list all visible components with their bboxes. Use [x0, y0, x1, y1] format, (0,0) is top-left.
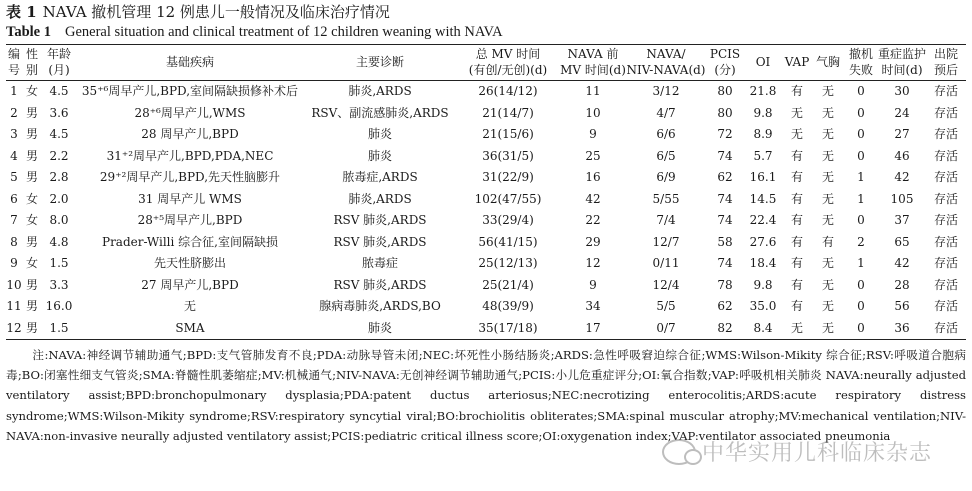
table-cell: 36(31/5)	[482, 148, 534, 163]
table-cell: 42	[894, 256, 910, 270]
table-cell: 10	[585, 105, 601, 120]
table-cell: 16	[585, 170, 601, 184]
table-cell: 存活	[933, 277, 958, 292]
table-cell: 34	[585, 299, 601, 313]
table-cell: 存活	[933, 256, 958, 270]
table-cell: 7/4	[656, 213, 676, 227]
table-cell: 21(15/6)	[482, 127, 534, 141]
wechat-icon	[662, 439, 696, 465]
table-row	[6, 124, 966, 146]
table-cell: 3.3	[49, 277, 69, 292]
table-cell: 8.0	[49, 213, 69, 227]
column-header-line: (月)	[48, 63, 70, 77]
table-cell: 78	[717, 277, 733, 292]
table-cell: 9	[589, 277, 597, 292]
table-cell: 存活	[933, 84, 958, 98]
table-cell: 31 周早产儿 WMS	[138, 191, 242, 206]
table-cell: 先天性脐膨出	[153, 256, 226, 270]
table-cell: 48(39/9)	[482, 299, 534, 313]
table-cell: 男	[25, 299, 38, 313]
table-cell: 2.0	[49, 191, 69, 206]
table-cell: 有	[790, 170, 803, 184]
table-cell: 男	[25, 170, 38, 184]
table-cell: 58	[717, 234, 733, 249]
table-cell: 27.6	[749, 234, 777, 249]
table-cell: 9	[10, 256, 18, 270]
column-header-line: 号	[7, 63, 20, 77]
table-cell: 有	[790, 148, 803, 163]
table-cell: 女	[25, 191, 38, 206]
column-header-line: NIV-NAVA(d)	[626, 63, 706, 77]
table-cell: 25(21/4)	[482, 277, 534, 292]
table-cell: 28⁺⁵周早产儿,BPD	[137, 213, 243, 227]
table-cell: SMA	[76, 318, 304, 340]
column-header	[626, 45, 706, 81]
table-cell: 5.7	[753, 148, 773, 163]
table-cell: 30	[894, 84, 910, 98]
table-cell: 脓毒症,ARDS	[342, 170, 418, 184]
table-cell: 0	[857, 213, 865, 227]
column-header-line: NAVA 前	[567, 47, 619, 61]
table-cell: 65	[894, 234, 910, 249]
table-cell: 4.5	[49, 84, 69, 98]
table-cell: RSV 肺炎,ARDS	[333, 213, 427, 227]
table-cell: 31(22/9)	[482, 170, 534, 184]
table-cell: 6	[10, 191, 18, 206]
column-header-line: (有创/无创)(d)	[468, 63, 548, 77]
table-cell: 102(47/55)	[474, 191, 542, 206]
table-cell: 存活	[933, 170, 958, 184]
column-header-line: 别	[25, 63, 38, 77]
table-cell: 无	[812, 318, 844, 340]
clinical-table	[6, 44, 966, 340]
table-row	[6, 189, 966, 211]
column-header	[782, 45, 812, 81]
table-cell: 有	[790, 213, 803, 227]
table-cell: 16.1	[749, 170, 777, 184]
table-cell: 12	[585, 256, 601, 270]
table-cell: 1	[857, 256, 865, 270]
table-cell: 4/7	[656, 105, 676, 120]
table-cell: 25	[585, 148, 601, 163]
column-header-line: OI	[755, 55, 771, 69]
table-footnote	[6, 345, 966, 446]
column-header	[560, 45, 626, 81]
table-cell: 0	[857, 299, 865, 313]
table-cell: 4.8	[49, 234, 69, 249]
table-cell: 1	[857, 191, 865, 206]
table-cell: 脓毒症	[361, 256, 398, 270]
table-cell: 25(12/13)	[478, 256, 538, 270]
table-cell: 9.8	[753, 277, 773, 292]
table-cell: 0	[857, 277, 865, 292]
table-cell: 16.0	[45, 299, 73, 313]
table-cell: 22	[585, 213, 601, 227]
table-cell: 无	[821, 170, 834, 184]
table-cell: 82	[706, 318, 744, 340]
table-row	[6, 103, 966, 125]
table-cell: 37	[894, 213, 910, 227]
table-title-cn	[6, 2, 966, 22]
column-header-line: 重症监护	[878, 47, 927, 61]
table-cell: 肺炎	[367, 148, 392, 163]
table-cell: 9	[589, 127, 597, 141]
column-header-line: 年龄	[46, 47, 71, 61]
table-cell: 4.5	[49, 127, 69, 141]
column-header	[844, 45, 878, 81]
table-cell: 肺炎,ARDS	[348, 191, 412, 206]
table-cell: 1.5	[42, 318, 76, 340]
column-header-line: 总 MV 时间	[475, 47, 541, 61]
table-cell: 肺炎	[304, 318, 456, 340]
table-title-cn-text: NAVA 撤机管理 12 例患儿一般情况及临床治疗情况	[42, 3, 390, 21]
table-cell: 24	[894, 105, 910, 120]
column-header	[744, 45, 782, 81]
table-cell: 80	[717, 84, 733, 98]
table-cell: 5	[10, 170, 18, 184]
column-header-line: VAP	[784, 55, 810, 69]
table-cell: 0	[857, 105, 865, 120]
table-cell: 8.4	[744, 318, 782, 340]
table-cell: 存活	[933, 213, 958, 227]
table-cell: 无	[821, 191, 834, 206]
table-cell: 12	[6, 318, 22, 340]
table-cell: 21(14/7)	[482, 105, 534, 120]
table-cell: 36	[878, 318, 926, 340]
column-header-line: 失败	[848, 63, 873, 77]
table-cell: 3.6	[49, 105, 69, 120]
table-cell: 35(17/18)	[456, 318, 560, 340]
table-cell: 18.4	[749, 256, 777, 270]
watermark-text: 中华实用儿科临床杂志	[701, 441, 932, 466]
table-cell: 29	[585, 234, 601, 249]
table-row	[6, 167, 966, 189]
table-cell: 无	[821, 148, 834, 163]
table-cell: 17	[560, 318, 626, 340]
table-cell: 无	[821, 299, 834, 313]
table-cell: 存活	[933, 299, 958, 313]
table-cell: 存活	[933, 127, 958, 141]
column-header	[878, 45, 926, 81]
table-cell: 3	[10, 127, 18, 141]
table-cell: 存活	[933, 148, 958, 163]
table-cell: 存活	[933, 105, 958, 120]
table-cell: 男	[25, 277, 38, 292]
footnote-text: 注:NAVA:神经调节辅助通气;BPD:支气管肺发育不良;PDA:动脉导管未闭;NEC:坏死性小肠结肠炎;ARDS:急性呼吸窘迫综合征;WMS:Wilson-Mikity 综合征;RSV:呼吸道合胞病毒;BO:闭塞性细支气管炎;SMA:脊髓性肌萎缩症;MV:机械通气;NIV-NAVA:无创神经调节辅助通气;PCIS:小儿危重症评分;OI:氧合指数;VAP:呼吸机相关肺炎 NAVA:neurally adjusted ventilatory assist;BPD:bronchopulmonary dysplasia;PDA:patent ductus arteriosus;NEC:necrotizing enterocolitis;ARDS:acute respiratory distress syndrome;WMS:Wilson-Mikity syndrome;RSV:respiratory syncytial viral;BO:brochiolitis obliterates;SMA:spinal muscular atrophy;MV:mechanical ventilation;NIV-NAVA:non-invasive neurally adjusted ventilatory assist;PCIS:pediatric critical illness score;OI:oxygenation index;VAP:ventilator associated pneumonia	[6, 348, 966, 443]
column-header	[22, 45, 42, 81]
table-cell: 12/7	[652, 234, 680, 249]
table-cell: 56(41/15)	[478, 234, 538, 249]
table-cell: 42	[585, 191, 601, 206]
table-cell: 62	[717, 299, 733, 313]
table-cell: 11	[6, 299, 22, 313]
table-cell: 0/7	[626, 318, 706, 340]
table-cell: 6/9	[656, 170, 676, 184]
column-header-line: 时间(d)	[881, 63, 923, 77]
table-body	[6, 81, 966, 340]
table-cell: 0	[857, 148, 865, 163]
table-cell: 1	[857, 170, 865, 184]
table-cell: 无	[821, 256, 834, 270]
table-cell: RSV、副流感肺炎,ARDS	[311, 105, 449, 120]
table-cell: 7	[10, 213, 18, 227]
table-row	[6, 318, 966, 340]
table-cell: 无	[790, 105, 803, 120]
table-cell: 12/4	[652, 277, 680, 292]
table-cell: 肺炎,ARDS	[348, 84, 412, 98]
table-cell: 有	[790, 299, 803, 313]
table-cell: 8.9	[753, 127, 773, 141]
table-cell: 男	[25, 148, 38, 163]
table-label-cn: 表 1	[6, 3, 37, 21]
table-cell: 4	[10, 148, 18, 163]
table-cell: 80	[717, 105, 733, 120]
table-cell: 无	[821, 127, 834, 141]
table-cell: 0	[857, 84, 865, 98]
table-cell: 无	[183, 299, 196, 313]
table-cell: 56	[894, 299, 910, 313]
table-cell: 6/5	[656, 148, 676, 163]
table-cell: 35.0	[749, 299, 777, 313]
table-cell: 存活	[926, 318, 966, 340]
column-header-line: 主要诊断	[355, 55, 404, 69]
table-cell: 46	[894, 148, 910, 163]
table-row	[6, 81, 966, 103]
table-row	[6, 210, 966, 232]
table-cell: 42	[894, 170, 910, 184]
column-header-line: 出院	[933, 47, 958, 61]
table-cell: 74	[717, 256, 733, 270]
table-cell: 2	[10, 105, 18, 120]
table-cell: 105	[890, 191, 914, 206]
table-header	[6, 45, 966, 81]
table-cell: 2	[857, 234, 865, 249]
table-cell: 26(14/12)	[478, 84, 538, 98]
table-cell: 27	[894, 127, 910, 141]
table-cell: 2.2	[49, 148, 69, 163]
table-cell: 22.4	[749, 213, 777, 227]
table-cell: 男	[25, 105, 38, 120]
table-cell: RSV 肺炎,ARDS	[333, 234, 427, 249]
table-cell: 74	[717, 148, 733, 163]
column-header-line: (分)	[714, 63, 736, 77]
table-cell: 腺病毒肺炎,ARDS,BO	[319, 299, 441, 313]
column-header-line: 性	[25, 47, 38, 61]
table-row	[6, 253, 966, 275]
column-header	[6, 45, 22, 81]
table-cell: RSV 肺炎,ARDS	[333, 277, 427, 292]
table-cell: 11	[585, 84, 601, 98]
column-header-line: 预后	[933, 63, 958, 77]
table-row	[6, 296, 966, 318]
table-cell: 10	[6, 277, 22, 292]
table-row	[6, 275, 966, 297]
column-header-line: 编	[7, 47, 20, 61]
column-header	[456, 45, 560, 81]
table-cell: 存活	[933, 234, 958, 249]
table-cell: 29⁺²周早产儿,BPD,先天性脑膨升	[99, 170, 281, 184]
table-cell: 女	[25, 84, 38, 98]
table-cell: 女	[25, 213, 38, 227]
table-cell: 2.8	[49, 170, 69, 184]
table-cell: 无	[821, 84, 834, 98]
table-cell: 无	[821, 277, 834, 292]
table-row	[6, 232, 966, 254]
table-cell: 72	[717, 127, 733, 141]
table-cell: 6/6	[656, 127, 676, 141]
table-cell: 28⁺⁶周早产儿,WMS	[134, 105, 246, 120]
table-cell: 28	[894, 277, 910, 292]
column-header-line: MV 时间(d)	[560, 63, 626, 77]
column-header-line: 基础疾病	[165, 55, 214, 69]
column-header-line: PCIS	[709, 47, 741, 61]
table-row	[6, 146, 966, 168]
table-cell: 8	[10, 234, 18, 249]
table-cell: 62	[717, 170, 733, 184]
column-header	[926, 45, 966, 81]
table-cell: 21.8	[749, 84, 777, 98]
table-cell: 27 周早产儿,BPD	[141, 277, 239, 292]
table-cell: 31⁺²周早产儿,BPD,PDA,NEC	[106, 148, 274, 163]
table-cell: 肺炎	[367, 127, 392, 141]
table-cell: 35⁺⁶周早产儿,BPD,室间隔缺损修补术后	[81, 84, 299, 98]
table-cell: 1	[10, 84, 18, 98]
table-cell: 33(29/4)	[482, 213, 534, 227]
column-header-line: NAVA/	[646, 47, 686, 61]
table-cell: 无	[790, 127, 803, 141]
table-cell: 5/5	[656, 299, 676, 313]
table-cell: 男	[25, 127, 38, 141]
table-cell: 有	[790, 234, 803, 249]
column-header	[42, 45, 76, 81]
table-cell: 9.8	[753, 105, 773, 120]
table-cell: 74	[717, 191, 733, 206]
table-cell: 28 周早产儿,BPD	[141, 127, 239, 141]
table-cell: 74	[717, 213, 733, 227]
table-title-en	[6, 22, 966, 42]
table-cell: 有	[821, 234, 834, 249]
table-cell: 无	[821, 105, 834, 120]
table-cell: 无	[821, 213, 834, 227]
table-cell: 1.5	[49, 256, 69, 270]
column-header-line: 撤机	[848, 47, 873, 61]
table-cell: 男	[22, 318, 42, 340]
table-cell: 14.5	[749, 191, 777, 206]
column-header	[706, 45, 744, 81]
column-header	[76, 45, 304, 81]
table-cell: 有	[790, 256, 803, 270]
table-cell: 女	[25, 256, 38, 270]
table-cell: 3/12	[652, 84, 680, 98]
table-cell: 5/55	[652, 191, 680, 206]
column-header	[304, 45, 456, 81]
watermark	[662, 436, 932, 467]
table-cell: 存活	[933, 191, 958, 206]
table-label-en: Table 1	[6, 24, 51, 40]
table-cell: 有	[790, 191, 803, 206]
table-cell: Prader-Willi 综合征,室间隔缺损	[102, 234, 278, 249]
table-cell: 有	[790, 84, 803, 98]
table-cell: 0	[857, 127, 865, 141]
column-header	[812, 45, 844, 81]
table-title-en-text: General situation and clinical treatment of 12 children weaning with NAVA	[65, 24, 503, 40]
table-cell: 有	[790, 277, 803, 292]
column-header-line: 气胸	[815, 55, 840, 69]
table-cell: 男	[25, 234, 38, 249]
table-cell: 0	[844, 318, 878, 340]
table-cell: 0/11	[652, 256, 680, 270]
table-cell: 无	[782, 318, 812, 340]
